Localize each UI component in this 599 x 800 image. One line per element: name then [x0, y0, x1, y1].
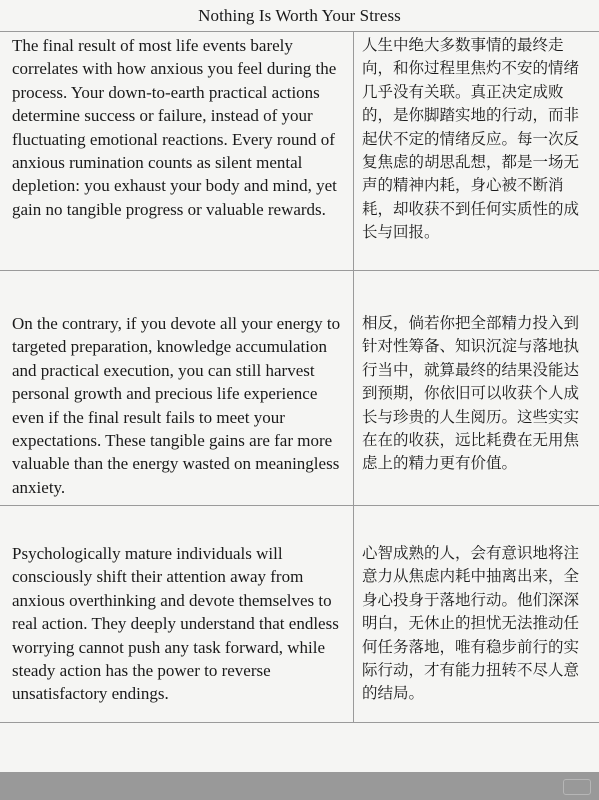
table-bottom-border — [0, 722, 599, 723]
row-divider — [0, 505, 599, 506]
footer-bar — [0, 772, 599, 800]
row-1-english-text: The final result of most life events barely correlates with how anxious you feel during the process. Your down-to-earth practical actions determine success or failure, instead of your fluctuating emotional reactions. Every round of anxious rumination counts as silent mental depletion: you exhaust your body and mind, yet gain no tangible progress or valuable rewards. — [12, 36, 337, 219]
page-title: Nothing Is Worth Your Stress — [198, 5, 401, 25]
row-3-english-text: Psychologically mature individuals will consciously shift their attention away from anxious overthinking and devote themselves to real action. They deeply understand that endless worrying cannot push any task forward, while steady action has the power to reverse unsatisfactory endings. — [12, 544, 339, 704]
row-2-chinese-text: 相反，倘若你把全部精力投入到针对性筹备、知识沉淀与落地执行当中，就算最终的结果没能达到预期，你依旧可以收获个人成长与珍贵的人生阅历。这些实实在在的收获，远比耗费在无用焦虑上的精力更有价值。 — [362, 314, 580, 473]
watermark-icon — [563, 779, 591, 795]
row-2-english-text: On the contrary, if you devote all your energy to targeted preparation, knowledge accumulation and practical execution, you can still harvest personal growth and precious life experience even if the final result fails to meet your expectations. These tangible gains are far more valuable than the energy wasted on meaningless anxiety. — [12, 314, 341, 497]
row-3-chinese-text: 心智成熟的人，会有意识地将注意力从焦虑内耗中抽离出来，全身心投身于落地行动。他们深深明白，无休止的担忧无法推动任何任务落地，唯有稳步前行的实际行动，才有能力扭转不尽人意的结局。 — [362, 544, 580, 703]
column-divider — [353, 32, 354, 722]
row-divider — [0, 270, 599, 271]
page-header — [0, 0, 599, 32]
row-1-chinese-text: 人生中绝大多数事情的最终走向，和你过程里焦灼不安的情绪几乎没有关联。真正决定成败的，是你脚踏实地的行动，而非起伏不定的情绪反应。每一次反复焦虑的胡思乱想，都是一场无声的精神内耗，身心被不断消耗，却收获不到任何实质性的成长与回报。 — [362, 36, 580, 242]
